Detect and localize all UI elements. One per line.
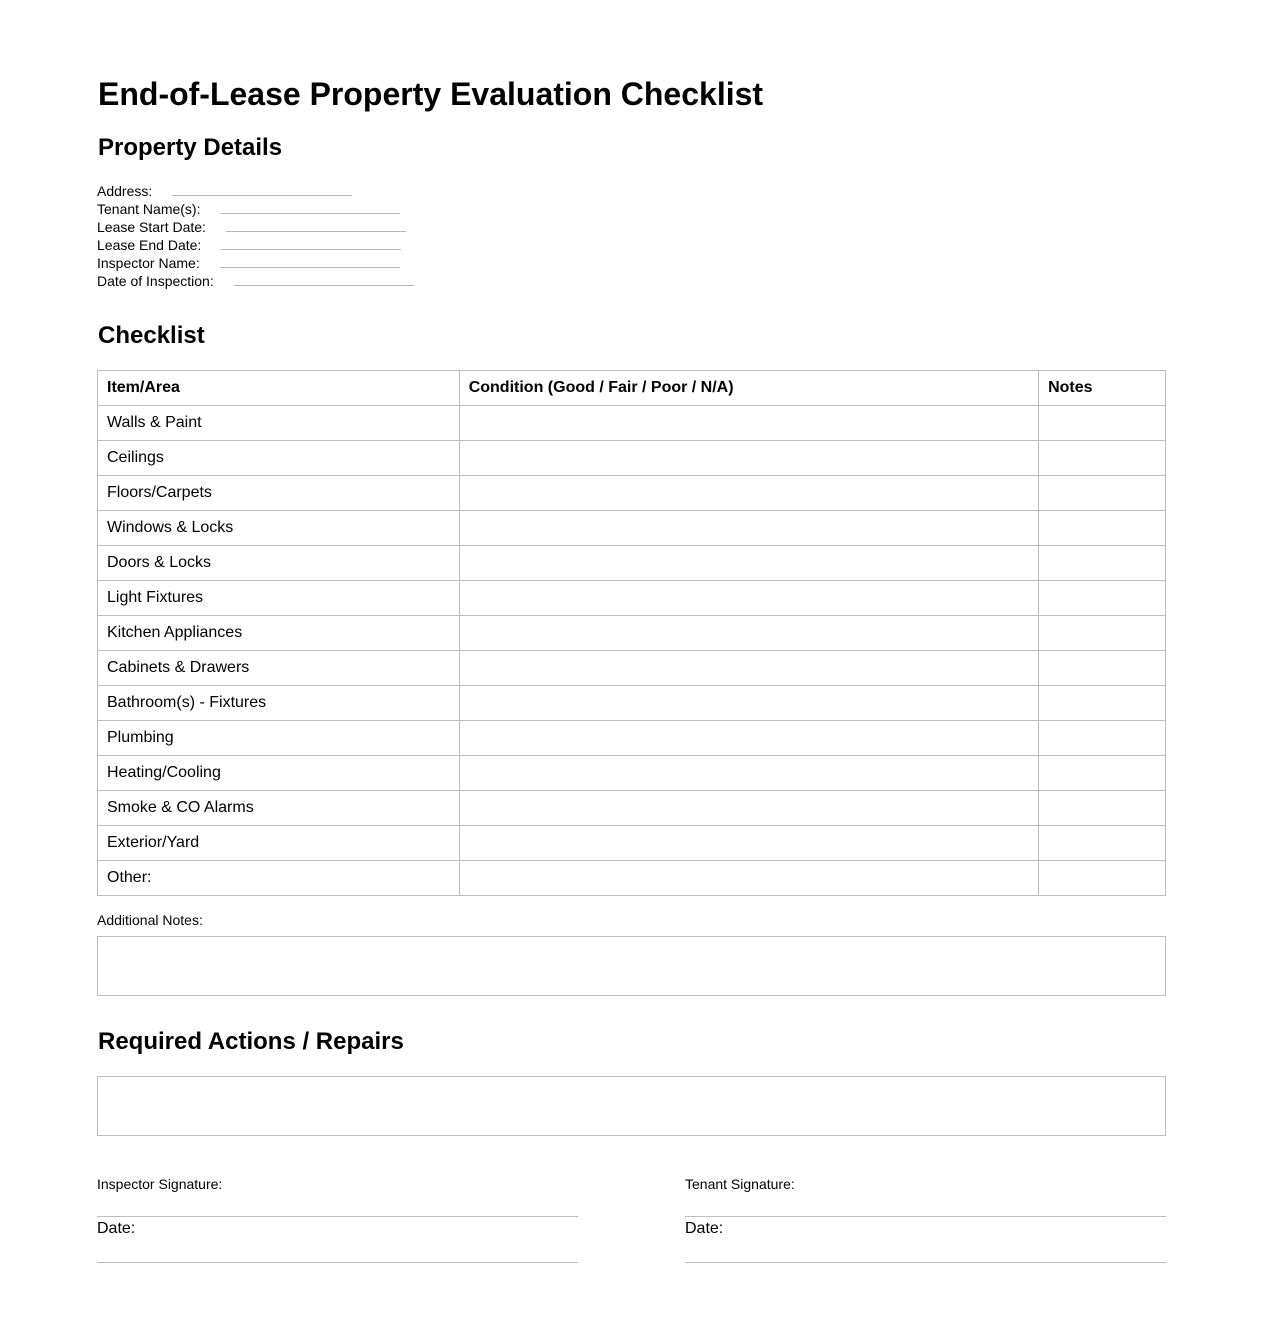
condition-cell[interactable] xyxy=(459,721,1038,756)
table-row xyxy=(98,721,1166,756)
lease-end-date-field-row xyxy=(97,236,414,254)
checklist-table xyxy=(97,370,1166,896)
column-header-item-area: Item/Area xyxy=(98,371,460,406)
notes-cell[interactable] xyxy=(1039,581,1166,616)
notes-cell[interactable] xyxy=(1039,721,1166,756)
tenant-names-label: Tenant Name(s): xyxy=(97,201,201,217)
address-label: Address: xyxy=(97,183,153,199)
inspector-name-field[interactable] xyxy=(220,266,400,268)
notes-cell[interactable] xyxy=(1039,406,1166,441)
condition-cell[interactable] xyxy=(459,756,1038,791)
condition-cell[interactable] xyxy=(459,616,1038,651)
item-cell: Heating/Cooling xyxy=(98,756,460,791)
tenant-date-line[interactable] xyxy=(685,1262,1166,1263)
lease-start-date-field-row xyxy=(97,218,414,236)
column-header-notes: Notes xyxy=(1039,371,1166,406)
required-actions-box[interactable] xyxy=(97,1076,1166,1136)
date-of-inspection-field[interactable] xyxy=(234,284,414,286)
item-cell: Exterior/Yard xyxy=(98,826,460,861)
table-row xyxy=(98,476,1166,511)
table-row xyxy=(98,406,1166,441)
notes-cell[interactable] xyxy=(1039,861,1166,896)
table-row xyxy=(98,791,1166,826)
inspector-signature-line[interactable] xyxy=(97,1216,578,1217)
tenant-signature-line[interactable] xyxy=(685,1216,1166,1217)
condition-cell[interactable] xyxy=(459,651,1038,686)
table-row xyxy=(98,826,1166,861)
inspector-signature-block xyxy=(97,1176,578,1263)
condition-cell[interactable] xyxy=(459,511,1038,546)
tenant-names-field-row xyxy=(97,200,414,218)
item-cell: Kitchen Appliances xyxy=(98,616,460,651)
item-cell: Walls & Paint xyxy=(98,406,460,441)
table-row xyxy=(98,616,1166,651)
notes-cell[interactable] xyxy=(1039,441,1166,476)
inspector-date-label: Date: xyxy=(97,1220,136,1237)
item-cell: Light Fixtures xyxy=(98,581,460,616)
item-cell: Doors & Locks xyxy=(98,546,460,581)
table-row xyxy=(98,546,1166,581)
item-cell: Ceilings xyxy=(98,441,460,476)
item-cell: Cabinets & Drawers xyxy=(98,651,460,686)
address-field-row xyxy=(97,182,414,200)
condition-cell[interactable] xyxy=(459,861,1038,896)
address-field[interactable] xyxy=(172,194,352,196)
item-cell: Windows & Locks xyxy=(98,511,460,546)
inspector-date-line[interactable] xyxy=(97,1262,578,1263)
column-header-condition: Condition (Good / Fair / Poor / N/A) xyxy=(459,371,1038,406)
condition-cell[interactable] xyxy=(459,476,1038,511)
table-row xyxy=(98,581,1166,616)
property-details-fields xyxy=(97,182,414,290)
tenant-date-label: Date: xyxy=(685,1220,724,1237)
notes-cell[interactable] xyxy=(1039,756,1166,791)
tenant-names-field[interactable] xyxy=(220,212,400,214)
date-of-inspection-label: Date of Inspection: xyxy=(97,273,214,289)
property-details-heading: Property Details xyxy=(98,134,283,161)
lease-end-date-field[interactable] xyxy=(221,248,401,250)
additional-notes-box[interactable] xyxy=(97,936,1166,996)
table-row xyxy=(98,686,1166,721)
inspector-name-label: Inspector Name: xyxy=(97,255,200,271)
item-cell: Other: xyxy=(98,861,460,896)
notes-cell[interactable] xyxy=(1039,686,1166,721)
table-row xyxy=(98,861,1166,896)
required-actions-heading: Required Actions / Repairs xyxy=(98,1028,404,1055)
lease-start-date-label: Lease Start Date: xyxy=(97,219,206,235)
notes-cell[interactable] xyxy=(1039,791,1166,826)
table-row xyxy=(98,756,1166,791)
table-row xyxy=(98,651,1166,686)
item-cell: Smoke & CO Alarms xyxy=(98,791,460,826)
table-row xyxy=(98,441,1166,476)
notes-cell[interactable] xyxy=(1039,546,1166,581)
lease-end-date-label: Lease End Date: xyxy=(97,237,202,253)
condition-cell[interactable] xyxy=(459,686,1038,721)
inspector-name-field-row xyxy=(97,254,414,272)
table-row xyxy=(98,511,1166,546)
date-of-inspection-field-row xyxy=(97,272,414,290)
tenant-signature-label: Tenant Signature: xyxy=(685,1176,795,1192)
condition-cell[interactable] xyxy=(459,406,1038,441)
tenant-signature-block xyxy=(685,1176,1166,1263)
inspector-signature-label: Inspector Signature: xyxy=(97,1176,223,1192)
additional-notes-label: Additional Notes: xyxy=(97,912,203,928)
notes-cell[interactable] xyxy=(1039,511,1166,546)
item-cell: Plumbing xyxy=(98,721,460,756)
condition-cell[interactable] xyxy=(459,546,1038,581)
notes-cell[interactable] xyxy=(1039,651,1166,686)
item-cell: Floors/Carpets xyxy=(98,476,460,511)
notes-cell[interactable] xyxy=(1039,476,1166,511)
condition-cell[interactable] xyxy=(459,791,1038,826)
notes-cell[interactable] xyxy=(1039,616,1166,651)
lease-start-date-field[interactable] xyxy=(226,230,406,232)
table-header-row xyxy=(98,371,1166,406)
checklist-heading: Checklist xyxy=(98,322,205,349)
condition-cell[interactable] xyxy=(459,441,1038,476)
condition-cell[interactable] xyxy=(459,826,1038,861)
page-title: End-of-Lease Property Evaluation Checklist xyxy=(98,76,764,112)
item-cell: Bathroom(s) - Fixtures xyxy=(98,686,460,721)
notes-cell[interactable] xyxy=(1039,826,1166,861)
condition-cell[interactable] xyxy=(459,581,1038,616)
